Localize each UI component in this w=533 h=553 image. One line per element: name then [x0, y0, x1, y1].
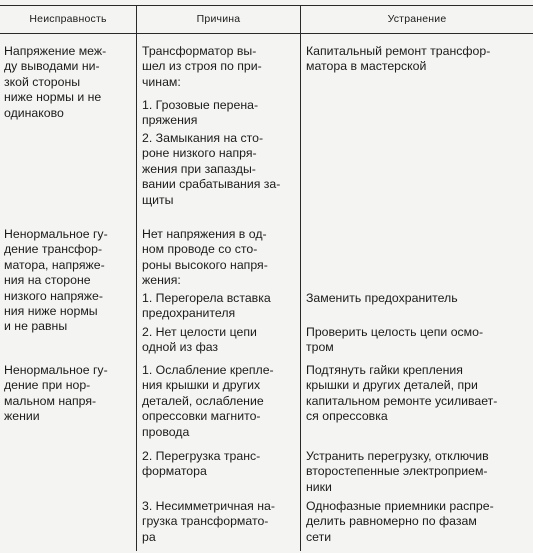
row2-fault: Ненормальное гу- дение трансфор- матора, напряже- ния на стороне низкого напряже- ния ниже нормы и не равны: [4, 227, 108, 334]
row2-cause-1: 1. Перегорела вставка предохранителя: [142, 291, 271, 321]
row3-remedy-3: Однофазные приемники распре- делить равномерно по фазам сети: [306, 499, 494, 544]
row3-cause-2: 2. Перегрузка транс- форматора: [142, 449, 261, 479]
row2-cause-2: 2. Нет целости цепи одной из фаз: [142, 325, 257, 355]
column-divider-1: [136, 5, 137, 551]
row3-remedy-1: Подтянуть гайки крепления крышки и других деталей, при капитальном ремонте усиливает- ся опрессовка: [306, 363, 498, 424]
row3-remedy-2: Устранить перегрузку, отключив второстепенные электроприем- ники: [306, 449, 489, 494]
row2-remedy-2: Проверить целость цепи осмо- тром: [306, 325, 484, 355]
row1-cause-intro: Трансформатор вы- шел из строя по при- чинам:: [142, 44, 262, 89]
row3-cause-1: 1. Ослабление крепле- ния крышки и других деталей, ослабление опрессовки магнито- провода: [142, 363, 274, 439]
row1-remedy-1: Капитальный ремонт трансфор- матора в мастерской: [306, 44, 491, 74]
row2-cause-intro: Нет напряжения в од- ном проводе со сто- роны высокого напря- жения:: [142, 227, 268, 288]
row3-fault: Ненормальное гу- дение при нор- мальном напря- жении: [4, 363, 108, 424]
header-bottom-rule: [0, 33, 533, 34]
row2-remedy-1: Заменить предохранитель: [306, 291, 458, 305]
row1-fault: Напряжение меж- ду выводами ни- зкой стороны ниже нормы и не одинаково: [4, 44, 107, 120]
header-fault: Неисправность: [29, 13, 107, 25]
table-top-rule: [0, 5, 533, 6]
header-remedy: Устранение: [387, 13, 447, 25]
header-cause: Причина: [196, 13, 241, 25]
row1-cause-2: 2. Замыкания на сто- роне низкого напря- жения при запазды- вании срабатывания за- щиты: [142, 131, 281, 207]
row3-cause-3: 3. Несимметричная на- грузка трансформато- ра: [142, 499, 275, 544]
column-divider-2: [300, 5, 301, 551]
row1-cause-1: 1. Грозовые перена- пряжения: [142, 98, 259, 128]
